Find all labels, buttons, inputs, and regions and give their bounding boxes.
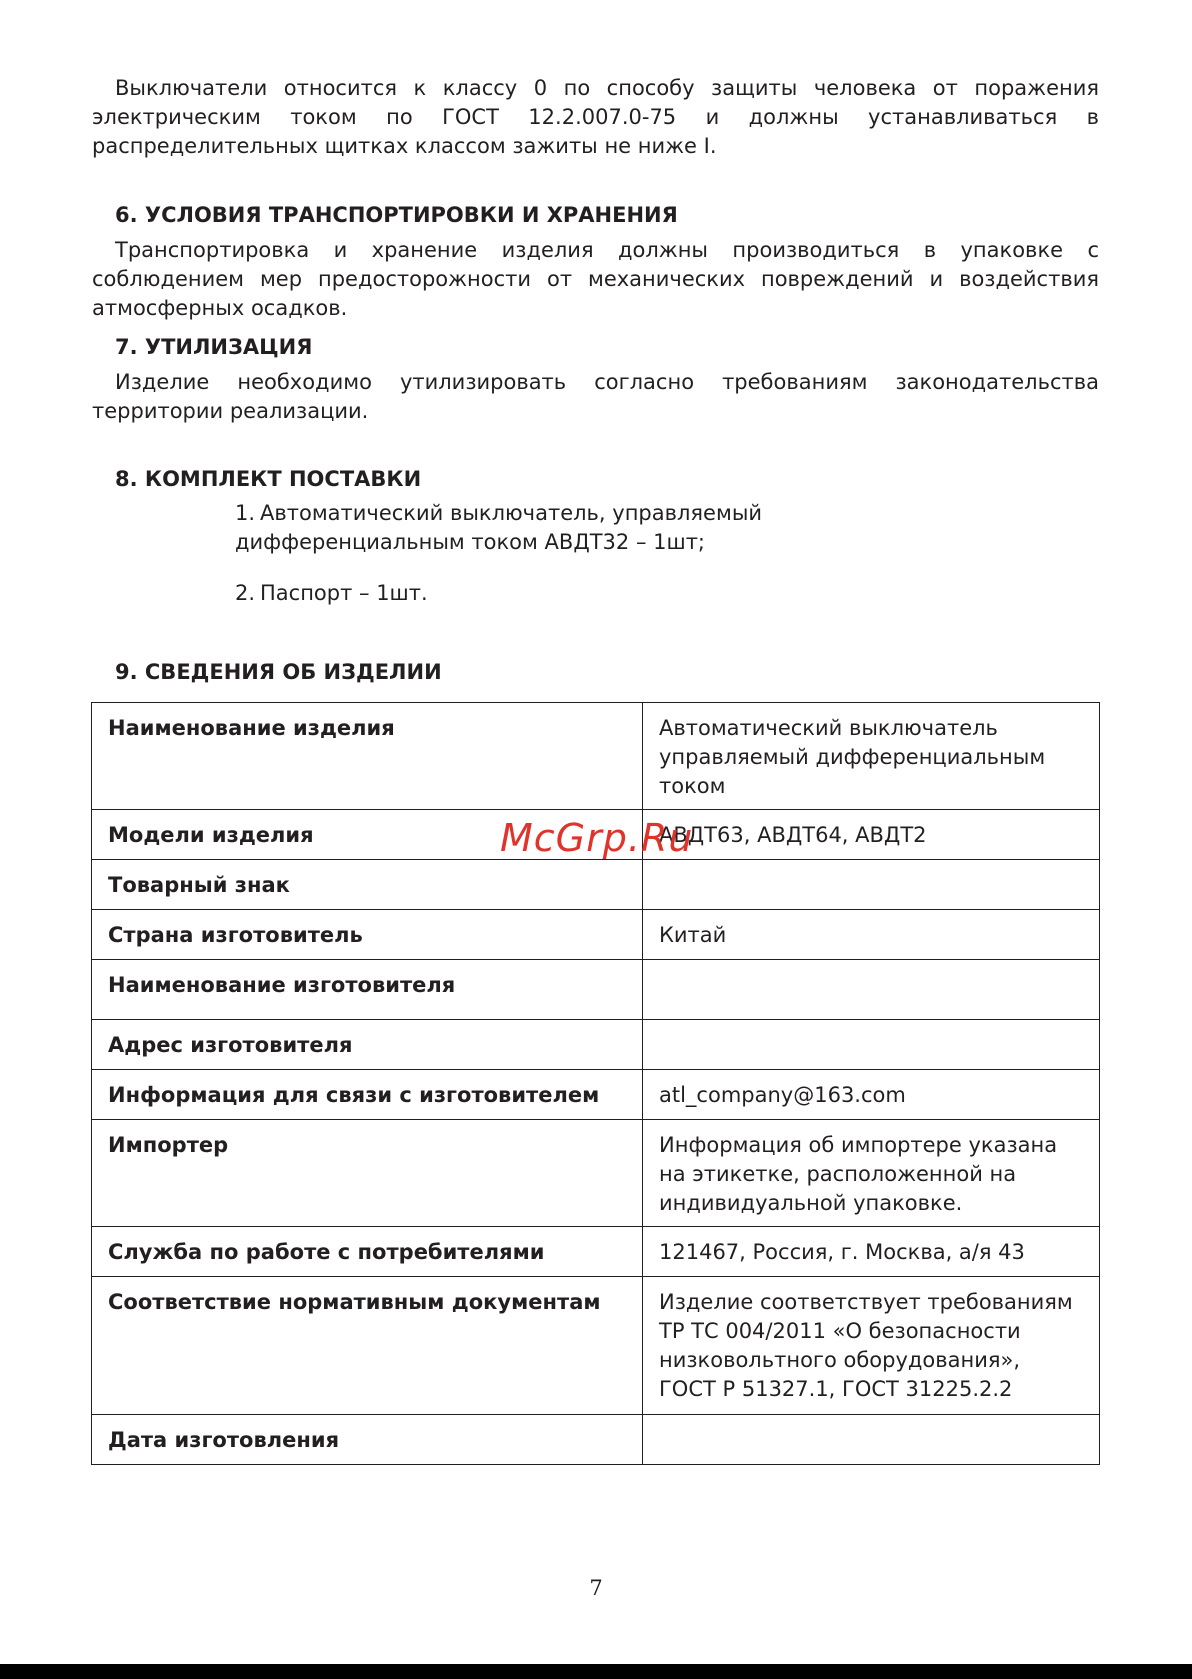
row-label: Дата изготовления [92, 1415, 643, 1465]
table-row [92, 1415, 1100, 1465]
table-row [92, 910, 1100, 960]
row-value [643, 960, 1100, 1020]
row-label: Соответствие нормативным документам [92, 1277, 643, 1415]
row-value [643, 1415, 1100, 1465]
row-label: Наименование изготовителя [92, 960, 643, 1020]
section-8-heading: 8. КОМПЛЕКТ ПОСТАВКИ [115, 467, 422, 491]
list-item-number: 2. [235, 581, 256, 605]
list-item-text: Автоматический выключатель, управляемый дифференциальным током АВДТ32 – 1шт; [235, 501, 763, 554]
row-value: Автоматический выключатель управляемый дифференциальным током [643, 703, 1100, 810]
row-label: Импортер [92, 1120, 643, 1227]
table-row [92, 1277, 1100, 1415]
section-7-heading: 7. УТИЛИЗАЦИЯ [115, 335, 313, 359]
row-value: Изделие соответствует требованиям ТР ТС 004/2011 «О безопасности низковольтного оборудования», ГОСТ Р 51327.1, ГОСТ 31225.2.2 [643, 1277, 1100, 1415]
bottom-border [0, 1664, 1192, 1679]
table-row [92, 860, 1100, 910]
row-label: Товарный знак [92, 860, 643, 910]
row-value [643, 860, 1100, 910]
row-value: АВДТ63, АВДТ64, АВДТ2 [643, 810, 1100, 860]
row-value: atl_company@163.com [643, 1070, 1100, 1120]
section-9-heading: 9. СВЕДЕНИЯ ОБ ИЗДЕЛИИ [115, 660, 442, 684]
row-value: Информация об импортере указана на этикетке, расположенной на индивидуальной упаковке. [643, 1120, 1100, 1227]
intro-paragraph: Выключатели относится к классу 0 по способу защиты человека от поражения электрическим током по ГОСТ 12.2.007.0-75 и должны устанавливаться в распределительных щитках классом зажиты не ниже I. [92, 76, 1099, 158]
table-row [92, 1120, 1100, 1227]
table-row [92, 1070, 1100, 1120]
watermark: McGrp.Ru [500, 816, 694, 860]
table-row [92, 1020, 1100, 1070]
row-label: Страна изготовитель [92, 910, 643, 960]
row-value: Китай [643, 910, 1100, 960]
page-number: 7 [589, 1576, 603, 1600]
list-item [235, 499, 795, 557]
section-7-paragraph: Изделие необходимо утилизировать согласно требованиям законодательства территории реализации. [92, 370, 1099, 423]
table-row [92, 1227, 1100, 1277]
row-label: Модели изделия [92, 810, 643, 860]
section-6-paragraph: Транспортировка и хранение изделия должны производиться в упаковке с соблюдением мер предосторожности от механических повреждений и воздействия атмосферных осадков. [92, 238, 1099, 320]
row-label: Служба по работе с потребителями [92, 1227, 643, 1277]
list-item-number: 1. [235, 501, 256, 525]
list-item [235, 579, 795, 608]
row-value: 121467, Россия, г. Москва, а/я 43 [643, 1227, 1100, 1277]
table-row [92, 960, 1100, 1020]
row-label: Информация для связи с изготовителем [92, 1070, 643, 1120]
section-6-heading: 6. УСЛОВИЯ ТРАНСПОРТИРОВКИ И ХРАНЕНИЯ [115, 203, 678, 227]
row-label: Наименование изделия [92, 703, 643, 810]
row-label: Адрес изготовителя [92, 1020, 643, 1070]
table-row [92, 703, 1100, 810]
list-item-text: Паспорт – 1шт. [260, 581, 428, 605]
row-value [643, 1020, 1100, 1070]
